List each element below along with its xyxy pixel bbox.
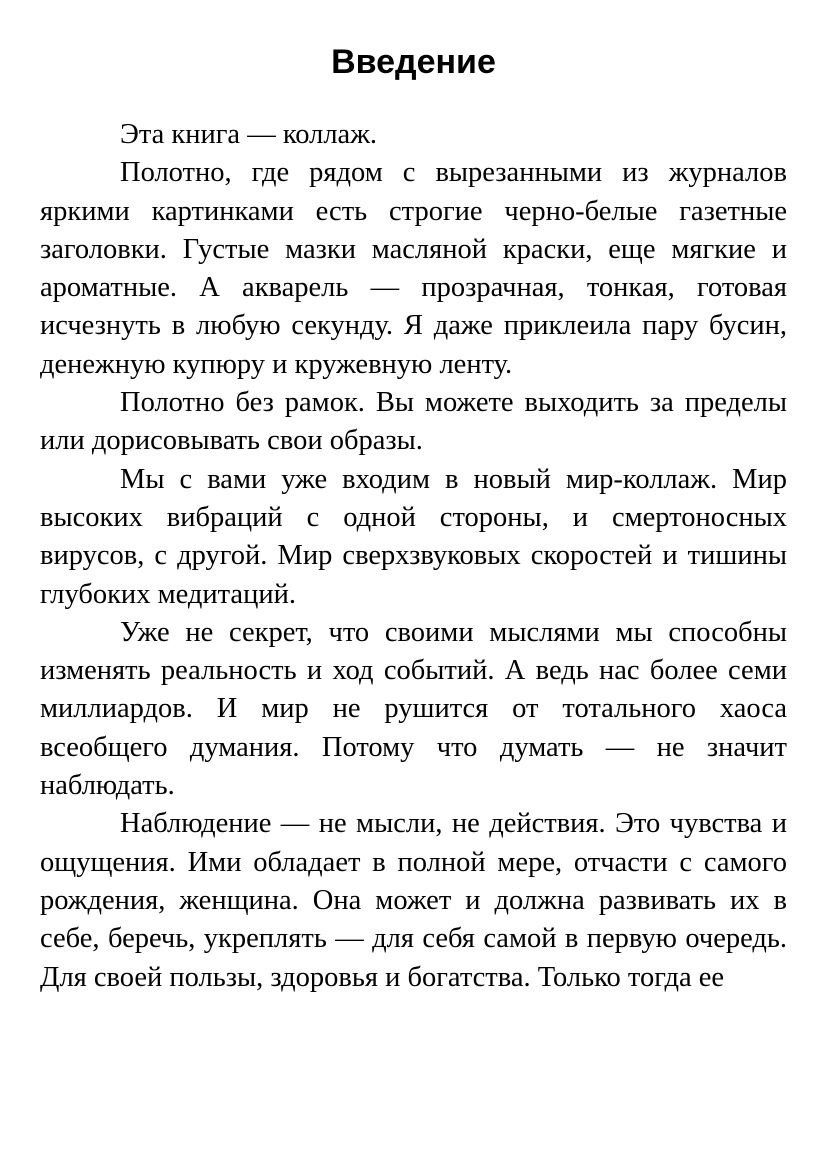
paragraph-4: Мы с вами уже входим в новый мир-коллаж. Мир высоких вибраций с одной стороны, и смертоносных вирусов, с другой. Мир сверхзвуковых скоростей и тишины глубоких медитаций. [40, 463, 787, 610]
page-title: Введение [331, 43, 496, 81]
paragraph-6: Наблюдение — не мысли, не действия. Это чувства и ощущения. Ими обладает в полной мере, отчасти с самого рождения, женщина. Она может и должна развивать их в себе, беречь, укреплять — для себя самой в первую очередь. Для своей пользы, здоровья и богатства. Только тогда ее [40, 808, 787, 993]
paragraph-1: Эта книга — коллаж. [120, 119, 378, 150]
paragraph-2: Полотно, где рядом с вырезанными из журналов яркими картинками есть строгие черно-белые газетные заголовки. Густые мазки масляной краски, еще мягкие и ароматные. А акварель — прозрачная, тонкая, готовая исчезнуть в любую секунду. Я даже приклеила пару бусин, денежную купюру и кружевную ленту. [40, 157, 787, 380]
paragraph-3: Полотно без рамок. Вы можете выходить за пределы или дорисовывать свои образы. [40, 387, 787, 457]
page-content [40, 38, 787, 997]
paragraph-5: Уже не секрет, что своими мыслями мы способны изменять реальность и ход событий. А ведь нас более семи миллиардов. И мир не рушится от тотального хаоса всеобщего думания. Потому что думать — не значит наблюдать. [40, 616, 787, 802]
